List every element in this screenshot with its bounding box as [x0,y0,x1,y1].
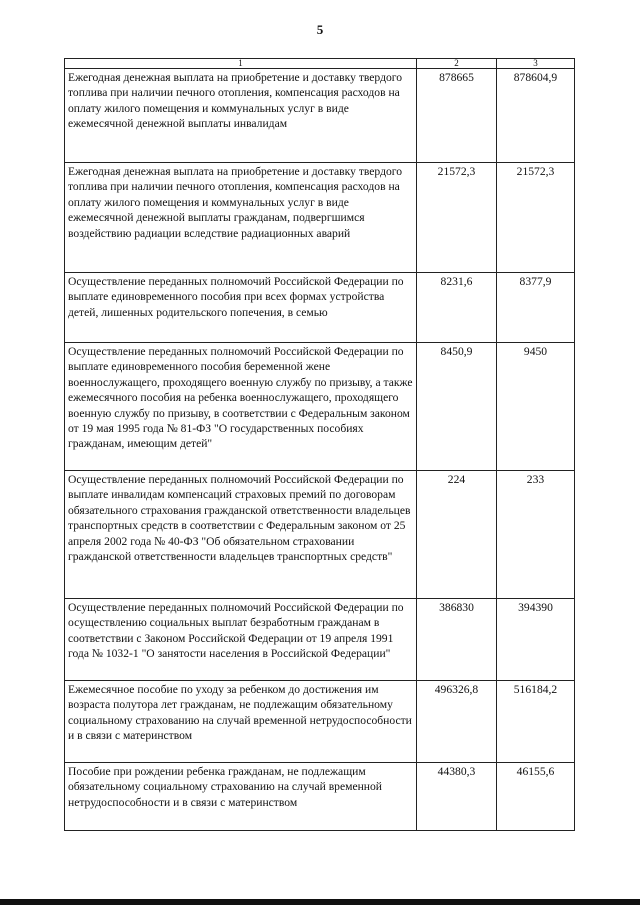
row-value-col3: 9450 [497,343,575,471]
row-value-col3: 233 [497,471,575,599]
row-value-col3: 46155,6 [497,763,575,831]
table-row [65,471,575,599]
row-value-col2: 224 [417,471,497,599]
budget-table [64,58,575,831]
table-row [65,163,575,273]
row-value-col2: 878665 [417,69,497,163]
row-description: Осуществление переданных полномочий Российской Федерации по выплате единовременного пособия беременной жене военнослужащего, проходящего военную службу по призыву, а также ежемесячного пособия на ребенка военнослужащего, проходящего военную службу по призыву, в соответствии с Федеральным законом от 19 мая 1995 года № 81-ФЗ "О государственных пособиях гражданам, имеющим детей" [65,343,417,471]
row-value-col3: 8377,9 [497,273,575,343]
row-description: Пособие при рождении ребенка гражданам, не подлежащим обязательному социальному страхованию на случай временной нетрудоспособности и в связи с материнством [65,763,417,831]
scan-bottom-edge [0,899,640,905]
row-value-col3: 394390 [497,599,575,681]
table-row [65,273,575,343]
row-value-col2: 44380,3 [417,763,497,831]
column-header-1: 1 [65,59,417,69]
row-value-col3: 878604,9 [497,69,575,163]
row-value-col3: 21572,3 [497,163,575,273]
table-row [65,763,575,831]
table-header-row [65,59,575,69]
page-number: 5 [316,22,324,37]
column-header-2: 2 [417,59,497,69]
row-description: Осуществление переданных полномочий Российской Федерации по выплате инвалидам компенсаций страховых премий по договорам обязательного страхования гражданской ответственности владельцев транспортных средств в соответствии с Федеральным законом от 25 апреля 2002 года № 40-ФЗ "Об обязательном страховании гражданской ответственности владельцев транспортных средств" [65,471,417,599]
row-value-col2: 496326,8 [417,681,497,763]
row-description: Ежегодная денежная выплата на приобретение и доставку твердого топлива при наличии печного отопления, компенсация расходов на оплату жилого помещения и коммунальных услуг в виде ежемесячной денежной выплаты инвалидам [65,69,417,163]
table-row [65,343,575,471]
row-value-col2: 21572,3 [417,163,497,273]
row-value-col2: 8450,9 [417,343,497,471]
table-row [65,69,575,163]
row-value-col2: 386830 [417,599,497,681]
table-row [65,681,575,763]
row-description: Осуществление переданных полномочий Российской Федерации по выплате единовременного пособия при всех формах устройства детей, лишенных родительского попечения, в семью [65,273,417,343]
column-header-3: 3 [497,59,575,69]
row-description: Ежегодная денежная выплата на приобретение и доставку твердого топлива при наличии печного отопления, компенсация расходов на оплату жилого помещения и коммунальных услуг в виде ежемесячной денежной выплаты гражданам, подвергшимся воздействию радиации вследствие радиационных аварий [65,163,417,273]
table-row [65,599,575,681]
row-value-col2: 8231,6 [417,273,497,343]
row-description: Осуществление переданных полномочий Российской Федерации по осуществлению социальных выплат безработным гражданам в соответствии с Законом Российской Федерации от 19 апреля 1991 года № 1032-1 "О занятости населения в Российской Федерации" [65,599,417,681]
row-description: Ежемесячное пособие по уходу за ребенком до достижения им возраста полутора лет гражданам, не подлежащим обязательному социальному страхованию на случай временной нетрудоспособности и в связи с материнством [65,681,417,763]
row-value-col3: 516184,2 [497,681,575,763]
